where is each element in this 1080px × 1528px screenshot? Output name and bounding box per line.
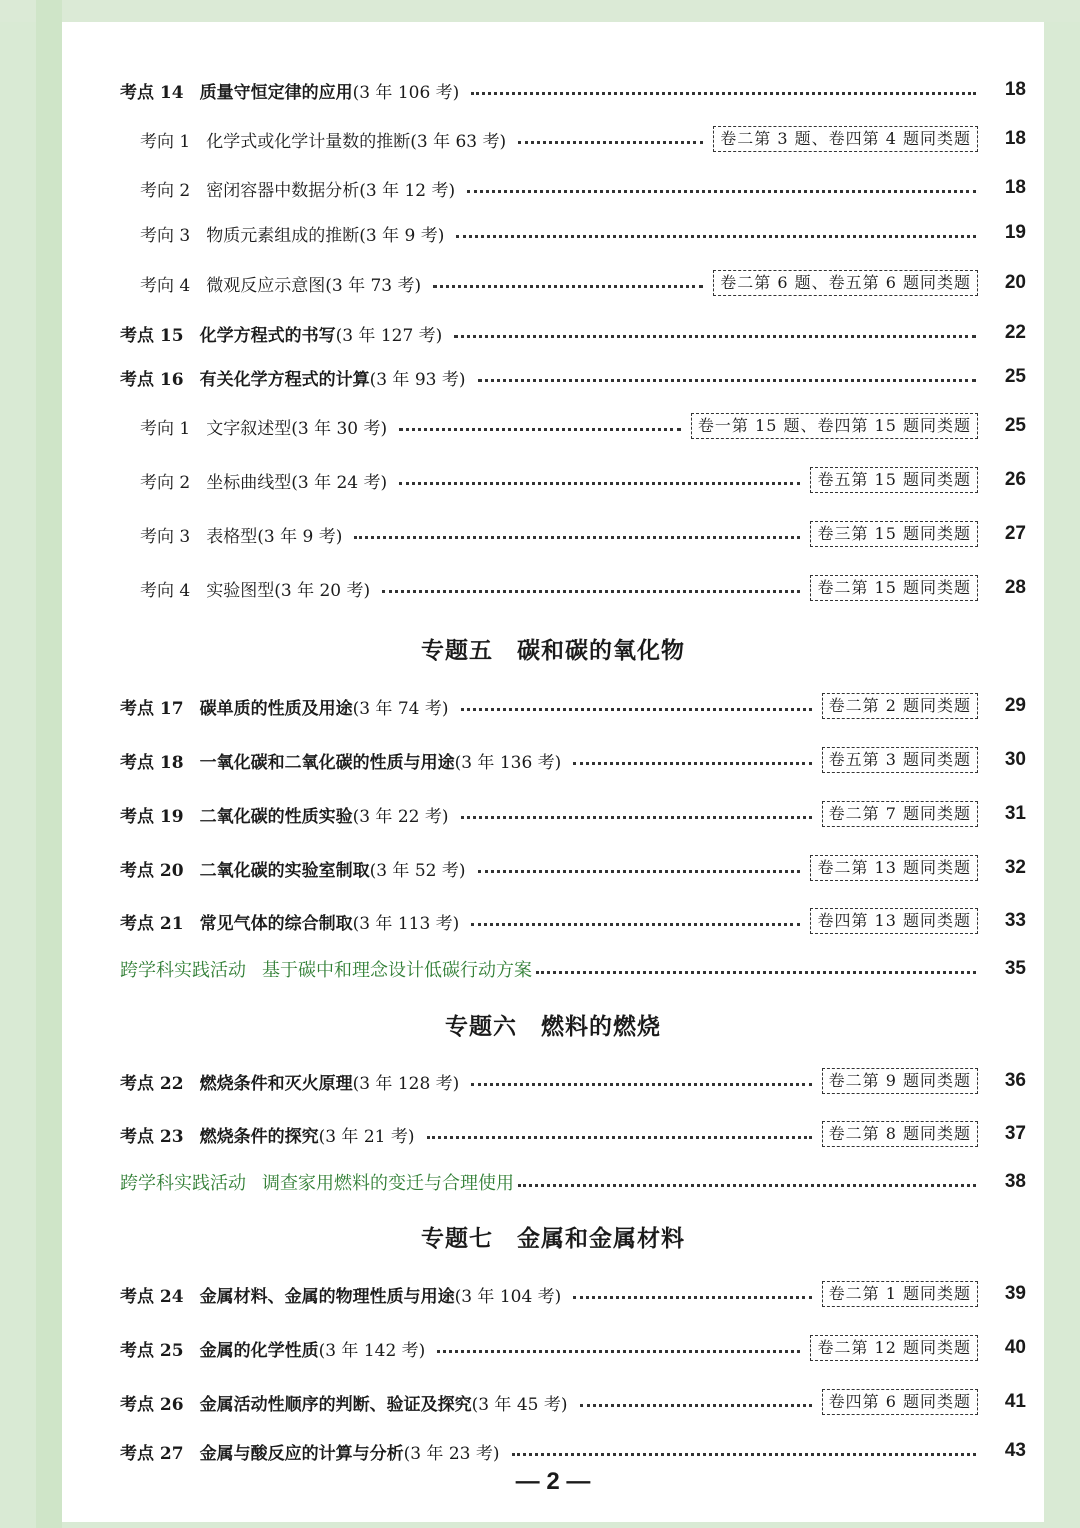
- similar-question-badge: 卷二第 13 题同类题: [810, 855, 978, 881]
- toc-row-point[interactable]: [120, 901, 1026, 941]
- chapter-name: 碳和碳的氧化物: [517, 637, 685, 664]
- dot-leader: [437, 1350, 800, 1353]
- page-ref: 22: [1004, 322, 1026, 343]
- direction-title: 实验图型(3 年 20 考): [206, 580, 371, 601]
- page-ref: 41: [1004, 1391, 1026, 1412]
- practice-title: 调查家用燃料的变迁与合理使用: [262, 1173, 514, 1193]
- page-ref: 43: [1004, 1440, 1026, 1461]
- dot-leader: [454, 335, 976, 338]
- point-code: 考点 25: [120, 1340, 184, 1361]
- point-code: 考点 19: [120, 806, 184, 827]
- toc-row-point[interactable]: [120, 1382, 1026, 1422]
- point-title: 燃烧条件的探究(3 年 21 考): [199, 1126, 415, 1147]
- page-ref: 27: [1004, 523, 1026, 544]
- page-ref: 39: [1004, 1283, 1026, 1304]
- dot-leader: [518, 141, 703, 144]
- chapter-name: 燃料的燃烧: [541, 1013, 661, 1040]
- toc-page: [62, 22, 1044, 1522]
- point-code: 考点 15: [120, 325, 184, 346]
- point-code: 考点 24: [120, 1286, 184, 1307]
- similar-question-badge: 卷二第 8 题同类题: [822, 1121, 978, 1147]
- direction-code: 考向 1: [140, 418, 191, 439]
- point-code: 考点 16: [120, 369, 184, 390]
- practice-label: 跨学科实践活动: [120, 960, 246, 980]
- page-ref: 38: [1004, 1171, 1026, 1192]
- similar-question-badge: 卷二第 12 题同类题: [810, 1335, 978, 1361]
- point-title: 一氧化碳和二氧化碳的性质与用途(3 年 136 考): [199, 752, 562, 773]
- toc-row-practice[interactable]: [120, 949, 1026, 989]
- point-title: 常见气体的综合制取(3 年 113 考): [199, 913, 460, 934]
- point-code: 考点 20: [120, 860, 184, 881]
- point-title: 二氧化碳的实验室制取(3 年 52 考): [199, 860, 466, 881]
- page-ref: 29: [1004, 695, 1026, 716]
- point-code: 考点 18: [120, 752, 184, 773]
- page-ref: 18: [1004, 79, 1026, 100]
- similar-question-badge: 卷二第 2 题同类题: [822, 693, 978, 719]
- point-code: 考点 23: [120, 1126, 184, 1147]
- page-ref: 20: [1004, 272, 1026, 293]
- similar-question-badge: 卷五第 15 题同类题: [810, 467, 978, 493]
- point-title: 化学方程式的书写(3 年 127 考): [199, 325, 443, 346]
- toc-row-direction[interactable]: [140, 568, 1026, 608]
- dot-leader: [512, 1453, 976, 1456]
- point-code: 考点 14: [120, 82, 184, 103]
- dot-leader: [471, 92, 976, 95]
- similar-question-badge: 卷二第 7 题同类题: [822, 801, 978, 827]
- page-left-strip: [36, 0, 62, 1528]
- toc-row-point[interactable]: [120, 1114, 1026, 1154]
- similar-question-badge: 卷五第 3 题同类题: [822, 747, 978, 773]
- page-ref: 19: [1004, 222, 1026, 243]
- chapter-number: 专题五: [421, 637, 493, 664]
- dot-leader: [573, 762, 811, 765]
- similar-question-badge: 卷二第 9 题同类题: [822, 1068, 978, 1094]
- page-ref: 31: [1004, 803, 1026, 824]
- similar-question-badge: 卷四第 6 题同类题: [822, 1389, 978, 1415]
- direction-title: 文字叙述型(3 年 30 考): [206, 418, 388, 439]
- chapter-heading: [62, 632, 1044, 665]
- toc-row-point[interactable]: [120, 313, 1026, 353]
- similar-question-badge: 卷四第 13 题同类题: [810, 908, 978, 934]
- toc-row-point[interactable]: [120, 1431, 1026, 1471]
- point-title: 金属与酸反应的计算与分析(3 年 23 考): [199, 1443, 500, 1464]
- direction-title: 密闭容器中数据分析(3 年 12 考): [206, 180, 456, 201]
- practice-label: 跨学科实践活动: [120, 1173, 246, 1193]
- similar-question-badge: 卷二第 15 题同类题: [810, 575, 978, 601]
- toc-row-point[interactable]: [120, 1328, 1026, 1368]
- direction-code: 考向 4: [140, 275, 191, 296]
- dot-leader: [399, 428, 681, 431]
- direction-code: 考向 3: [140, 526, 191, 547]
- point-title: 二氧化碳的性质实验(3 年 22 考): [199, 806, 449, 827]
- toc-row-point[interactable]: [120, 794, 1026, 834]
- toc-row-point[interactable]: [120, 1274, 1026, 1314]
- page-ref: 25: [1004, 415, 1026, 436]
- toc-row-direction[interactable]: [140, 460, 1026, 500]
- dot-leader: [573, 1296, 811, 1299]
- dot-leader: [382, 590, 800, 593]
- dot-leader: [456, 235, 976, 238]
- page-number: — 2 —: [515, 1468, 591, 1495]
- point-code: 考点 21: [120, 913, 184, 934]
- page-ref: 18: [1004, 177, 1026, 198]
- page-ref: 32: [1004, 857, 1026, 878]
- dot-leader: [354, 536, 800, 539]
- point-title: 金属活动性顺序的判断、验证及探究(3 年 45 考): [199, 1394, 568, 1415]
- dot-leader: [461, 816, 812, 819]
- point-code: 考点 26: [120, 1394, 184, 1415]
- page-ref: 37: [1004, 1123, 1026, 1144]
- page-ref: 25: [1004, 366, 1026, 387]
- toc-row-direction[interactable]: [140, 514, 1026, 554]
- point-title: 碳单质的性质及用途(3 年 74 考): [199, 698, 449, 719]
- chapter-heading: [62, 1220, 1044, 1253]
- direction-code: 考向 2: [140, 472, 191, 493]
- page-ref: 26: [1004, 469, 1026, 490]
- direction-title: 物质元素组成的推断(3 年 9 考): [206, 225, 445, 246]
- direction-title: 化学式或化学计量数的推断(3 年 63 考): [206, 131, 507, 152]
- toc-row-point[interactable]: [120, 740, 1026, 780]
- dot-leader: [467, 190, 976, 193]
- toc-row-direction[interactable]: [140, 263, 1026, 303]
- toc-row-direction[interactable]: [140, 168, 1026, 208]
- dot-leader: [478, 870, 801, 873]
- chapter-heading: [62, 1008, 1044, 1041]
- page-ref: 35: [1004, 958, 1026, 979]
- toc-row-point[interactable]: [120, 357, 1026, 397]
- direction-title: 坐标曲线型(3 年 24 考): [206, 472, 388, 493]
- dot-leader: [433, 285, 703, 288]
- similar-question-badge: 卷三第 15 题同类题: [810, 521, 978, 547]
- dot-leader: [478, 379, 976, 382]
- point-code: 考点 27: [120, 1443, 184, 1464]
- point-code: 考点 22: [120, 1073, 184, 1094]
- toc-row-point[interactable]: [120, 686, 1026, 726]
- point-title: 金属材料、金属的物理性质与用途(3 年 104 考): [199, 1286, 562, 1307]
- dot-leader: [518, 1184, 976, 1187]
- toc-row-point[interactable]: [120, 1061, 1026, 1101]
- toc-row-direction[interactable]: [140, 406, 1026, 446]
- direction-code: 考向 2: [140, 180, 191, 201]
- point-title: 质量守恒定律的应用(3 年 106 考): [199, 82, 460, 103]
- chapter-number: 专题六: [445, 1013, 517, 1040]
- dot-leader: [536, 971, 976, 974]
- dot-leader: [427, 1136, 812, 1139]
- dot-leader: [399, 482, 800, 485]
- toc-row-practice[interactable]: [120, 1162, 1026, 1202]
- dot-leader: [471, 923, 800, 926]
- page-ref: 30: [1004, 749, 1026, 770]
- practice-title: 基于碳中和理念设计低碳行动方案: [262, 960, 532, 980]
- page-ref: 18: [1004, 128, 1026, 149]
- toc-row-point[interactable]: [120, 848, 1026, 888]
- point-title: 燃烧条件和灭火原理(3 年 128 考): [199, 1073, 460, 1094]
- page-ref: 40: [1004, 1337, 1026, 1358]
- dot-leader: [580, 1404, 812, 1407]
- similar-question-badge: 卷一第 15 题、卷四第 15 题同类题: [691, 413, 978, 439]
- toc-row-point[interactable]: [120, 70, 1026, 110]
- chapter-number: 专题七: [421, 1225, 493, 1252]
- direction-code: 考向 4: [140, 580, 191, 601]
- direction-title: 表格型(3 年 9 考): [206, 526, 343, 547]
- page-top-strip: [0, 0, 1080, 22]
- direction-title: 微观反应示意图(3 年 73 考): [206, 275, 422, 296]
- toc-row-direction[interactable]: [140, 119, 1026, 159]
- dot-leader: [471, 1083, 811, 1086]
- direction-code: 考向 1: [140, 131, 191, 152]
- chapter-name: 金属和金属材料: [517, 1225, 685, 1252]
- dot-leader: [461, 708, 812, 711]
- page-ref: 36: [1004, 1070, 1026, 1091]
- direction-code: 考向 3: [140, 225, 191, 246]
- page-ref: 33: [1004, 910, 1026, 931]
- similar-question-badge: 卷二第 3 题、卷四第 4 题同类题: [713, 126, 978, 152]
- page-ref: 28: [1004, 577, 1026, 598]
- point-title: 有关化学方程式的计算(3 年 93 考): [199, 369, 466, 390]
- similar-question-badge: 卷二第 1 题同类题: [822, 1281, 978, 1307]
- point-code: 考点 17: [120, 698, 184, 719]
- point-title: 金属的化学性质(3 年 142 考): [199, 1340, 426, 1361]
- toc-row-direction[interactable]: [140, 213, 1026, 253]
- similar-question-badge: 卷二第 6 题、卷五第 6 题同类题: [713, 270, 978, 296]
